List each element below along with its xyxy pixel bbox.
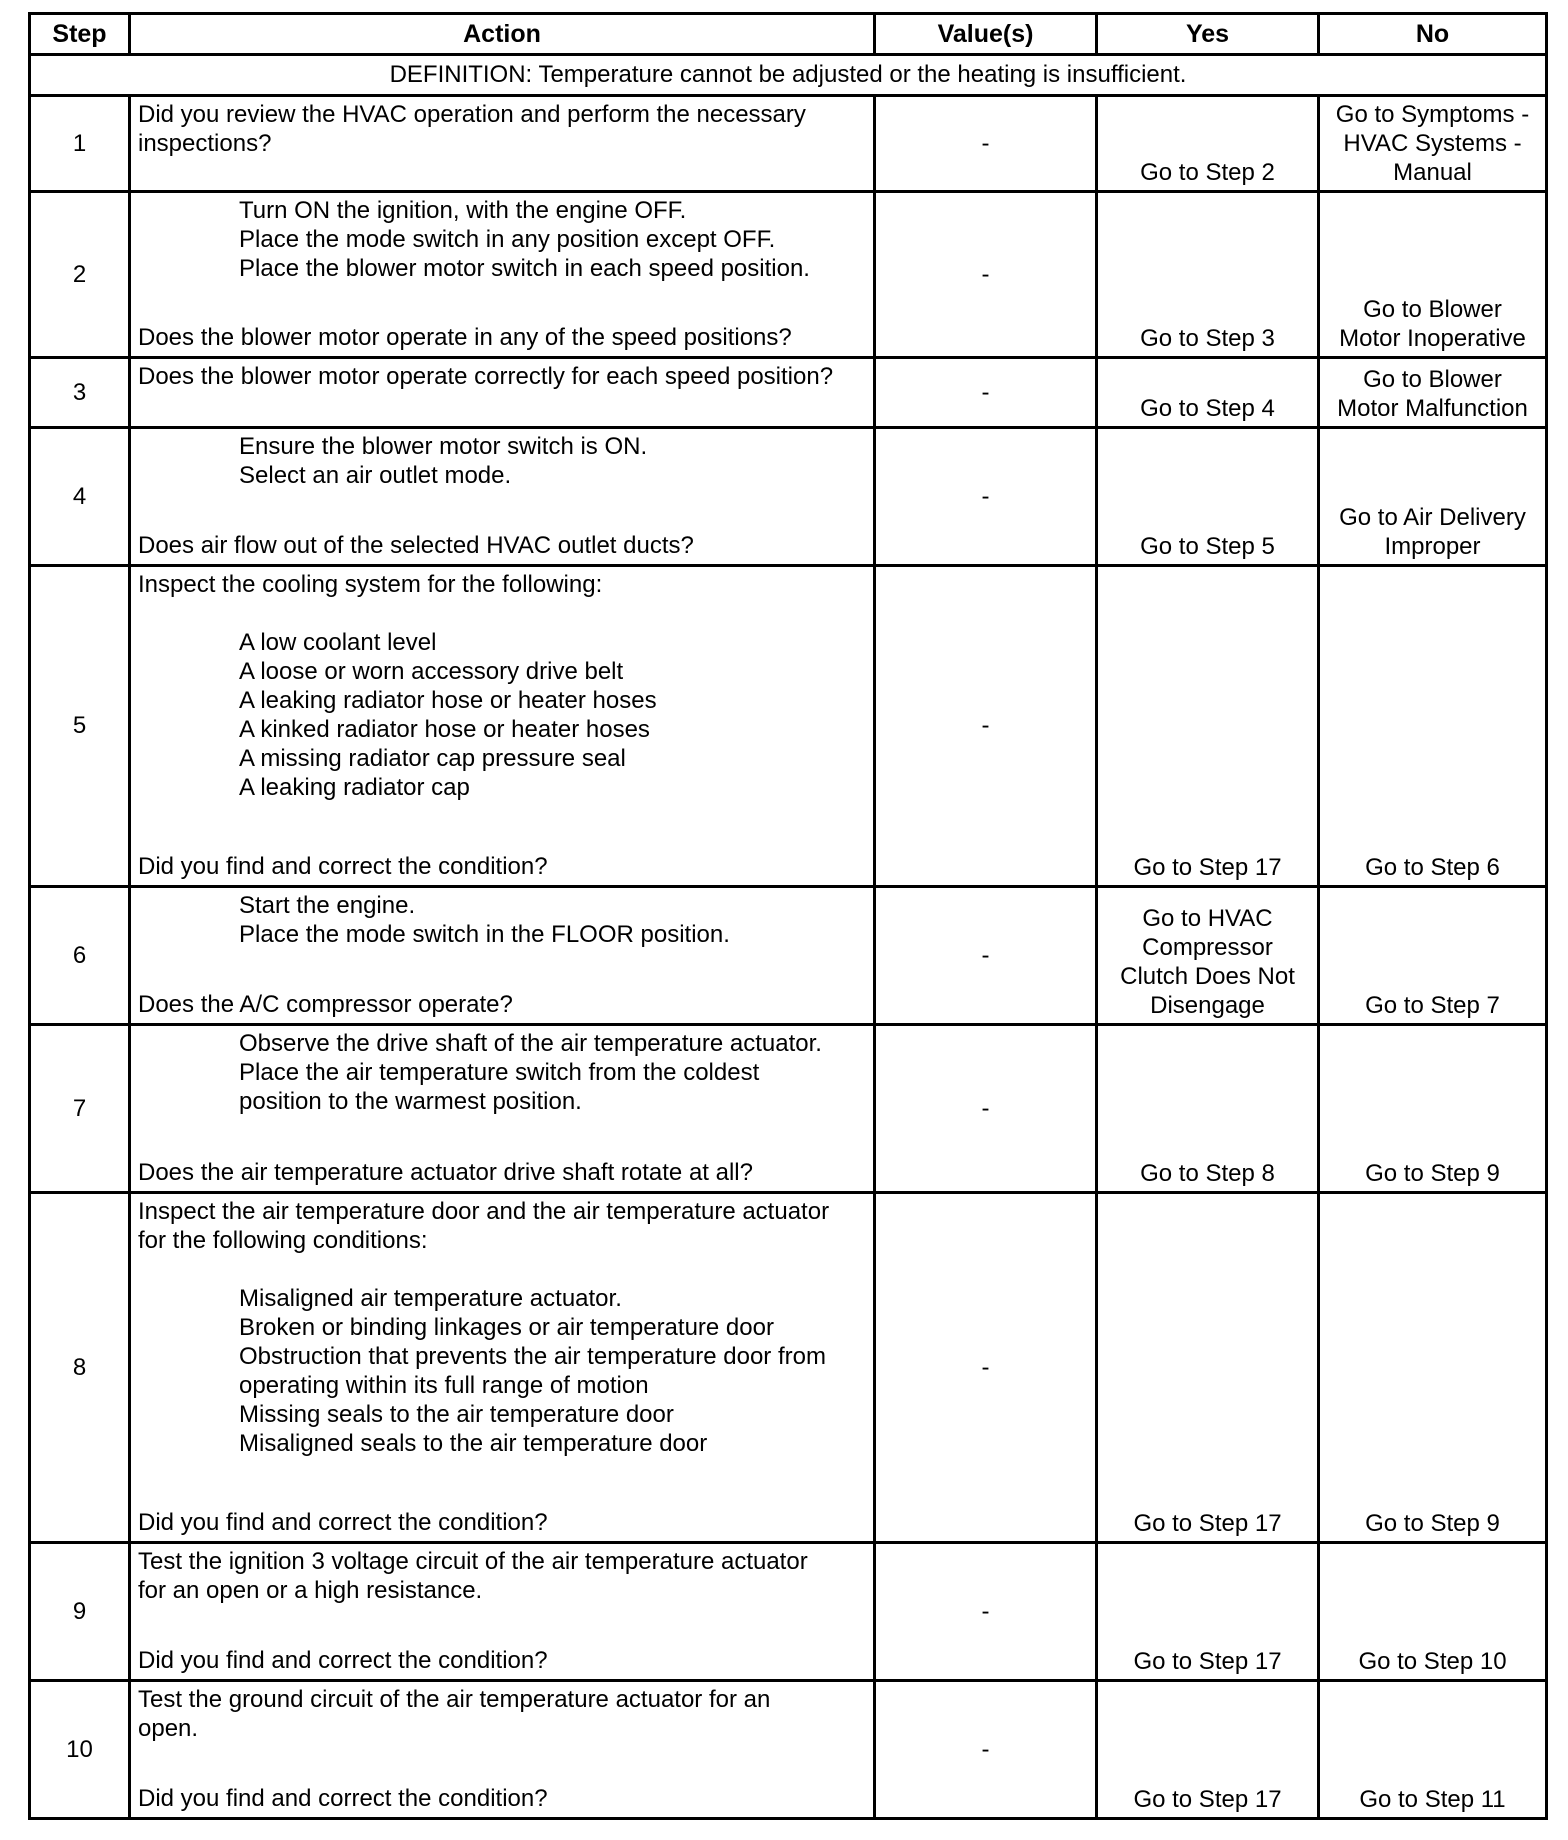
value-cell: -	[875, 1681, 1097, 1819]
step-number: 8	[30, 1193, 130, 1543]
action-question: Does the blower motor operate in any of the speed positions?	[138, 324, 792, 351]
action-text: Does the blower motor operate correctly for each speed position?	[138, 363, 834, 390]
no-cell	[1319, 887, 1547, 1025]
step-number: 1	[30, 96, 130, 192]
action-question: Does air flow out of the selected HVAC outlet ducts?	[138, 532, 694, 559]
action-steps: Turn ON the ignition, with the engine OFF. Place the mode switch in any position except OFF. Place the blower motor switch in each speed position.	[239, 197, 810, 282]
action-steps: A low coolant level A loose or worn accessory drive belt A leaking radiator hose or heater hoses A kinked radiator hose or heater hoses A missing radiator cap pressure seal A leaking radiator cap	[239, 629, 657, 801]
yes-link[interactable]: Go to Step 17	[1133, 1510, 1282, 1537]
yes-cell	[1097, 96, 1319, 192]
step-number: 2	[30, 192, 130, 358]
action-text: Inspect the cooling system for the following:	[138, 571, 603, 598]
step-number: 7	[30, 1025, 130, 1193]
no-link[interactable]: Go to Symptoms - HVAC Systems - Manual	[1335, 101, 1530, 186]
header-row	[30, 14, 1547, 55]
header-no: No	[1319, 14, 1547, 55]
table-row	[30, 1681, 1547, 1819]
no-link[interactable]: Go to Step 7	[1365, 992, 1500, 1019]
action-cell	[130, 566, 875, 887]
definition-text: DEFINITION: Temperature cannot be adjusted or the heating is insufficient.	[30, 55, 1547, 96]
action-cell	[130, 1193, 875, 1543]
table-row	[30, 358, 1547, 428]
table-row	[30, 428, 1547, 566]
yes-link[interactable]: Go to Step 17	[1133, 854, 1282, 881]
table-row	[30, 1543, 1547, 1681]
step-number: 6	[30, 887, 130, 1025]
value-cell: -	[875, 1193, 1097, 1543]
table-row	[30, 192, 1547, 358]
step-number: 5	[30, 566, 130, 887]
no-link[interactable]: Go to Step 11	[1359, 1786, 1506, 1813]
no-link[interactable]: Go to Blower Motor Malfunction	[1337, 366, 1528, 422]
yes-cell	[1097, 1681, 1319, 1819]
value-cell: -	[875, 887, 1097, 1025]
action-text: Test the ignition 3 voltage circuit of the air temperature actuator for an open or a high resistance.	[138, 1548, 808, 1604]
header-action: Action	[130, 14, 875, 55]
no-cell	[1319, 428, 1547, 566]
yes-link[interactable]: Go to Step 3	[1140, 325, 1275, 352]
action-question: Did you find and correct the condition?	[138, 1647, 548, 1674]
value-cell: -	[875, 1025, 1097, 1193]
yes-cell	[1097, 1543, 1319, 1681]
action-question: Does the air temperature actuator drive shaft rotate at all?	[138, 1159, 753, 1186]
yes-cell	[1097, 887, 1319, 1025]
table-row	[30, 1193, 1547, 1543]
no-cell	[1319, 1681, 1547, 1819]
no-link[interactable]: Go to Step 9	[1365, 1160, 1500, 1187]
no-link[interactable]: Go to Step 9	[1365, 1510, 1500, 1537]
action-steps: Observe the drive shaft of the air temperature actuator. Place the air temperature switch from the coldest position to the warmest position.	[239, 1030, 822, 1115]
no-link[interactable]: Go to Step 6	[1365, 854, 1500, 881]
yes-cell	[1097, 566, 1319, 887]
action-cell	[130, 428, 875, 566]
no-link[interactable]: Go to Air Delivery Improper	[1339, 504, 1526, 560]
action-cell	[130, 887, 875, 1025]
header-yes: Yes	[1097, 14, 1319, 55]
yes-link[interactable]: Go to Step 5	[1140, 533, 1275, 560]
value-cell: -	[875, 358, 1097, 428]
action-steps: Start the engine. Place the mode switch in the FLOOR position.	[239, 892, 730, 948]
yes-link[interactable]: Go to Step 17	[1133, 1648, 1282, 1675]
definition-row	[30, 55, 1547, 96]
yes-cell	[1097, 358, 1319, 428]
value-cell: -	[875, 566, 1097, 887]
action-text: Inspect the air temperature door and the air temperature actuator for the following conditions:	[138, 1198, 830, 1254]
diagnostic-table	[28, 12, 1548, 1820]
no-cell	[1319, 1193, 1547, 1543]
action-cell	[130, 1025, 875, 1193]
action-steps: Ensure the blower motor switch is ON. Select an air outlet mode.	[239, 433, 648, 489]
action-text: Did you review the HVAC operation and perform the necessary inspections?	[138, 101, 806, 157]
value-cell: -	[875, 1543, 1097, 1681]
yes-link[interactable]: Go to Step 17	[1133, 1786, 1282, 1813]
action-cell	[130, 358, 875, 428]
value-cell: -	[875, 96, 1097, 192]
no-cell	[1319, 192, 1547, 358]
yes-cell	[1097, 192, 1319, 358]
table-row	[30, 1025, 1547, 1193]
step-number: 9	[30, 1543, 130, 1681]
no-cell	[1319, 358, 1547, 428]
yes-cell	[1097, 428, 1319, 566]
no-cell	[1319, 566, 1547, 887]
action-cell	[130, 192, 875, 358]
table-row	[30, 887, 1547, 1025]
value-cell: -	[875, 428, 1097, 566]
yes-cell	[1097, 1025, 1319, 1193]
table-row	[30, 566, 1547, 887]
action-steps: Misaligned air temperature actuator. Broken or binding linkages or air temperature door Obstruction that prevents the air temperature door from operating within its full range of motion Missing seals to the air temperature door Misaligned seals to the air temperature door	[239, 1285, 826, 1457]
yes-link[interactable]: Go to HVAC Compressor Clutch Does Not Disengage	[1120, 905, 1295, 1019]
action-cell	[130, 96, 875, 192]
action-question: Did you find and correct the condition?	[138, 853, 548, 880]
no-cell	[1319, 1025, 1547, 1193]
header-step: Step	[30, 14, 130, 55]
yes-link[interactable]: Go to Step 2	[1140, 159, 1275, 186]
no-cell	[1319, 96, 1547, 192]
table-row	[30, 96, 1547, 192]
step-number: 10	[30, 1681, 130, 1819]
yes-link[interactable]: Go to Step 8	[1140, 1160, 1275, 1187]
no-link[interactable]: Go to Blower Motor Inoperative	[1339, 296, 1526, 352]
action-question: Does the A/C compressor operate?	[138, 991, 513, 1018]
step-number: 4	[30, 428, 130, 566]
action-text: Test the ground circuit of the air temperature actuator for an open.	[138, 1686, 771, 1742]
action-cell	[130, 1543, 875, 1681]
action-question: Did you find and correct the condition?	[138, 1785, 548, 1812]
no-link[interactable]: Go to Step 10	[1358, 1648, 1507, 1675]
yes-link[interactable]: Go to Step 4	[1140, 395, 1275, 422]
action-cell	[130, 1681, 875, 1819]
step-number: 3	[30, 358, 130, 428]
value-cell: -	[875, 192, 1097, 358]
yes-cell	[1097, 1193, 1319, 1543]
header-values: Value(s)	[875, 14, 1097, 55]
action-question: Did you find and correct the condition?	[138, 1509, 548, 1536]
no-cell	[1319, 1543, 1547, 1681]
